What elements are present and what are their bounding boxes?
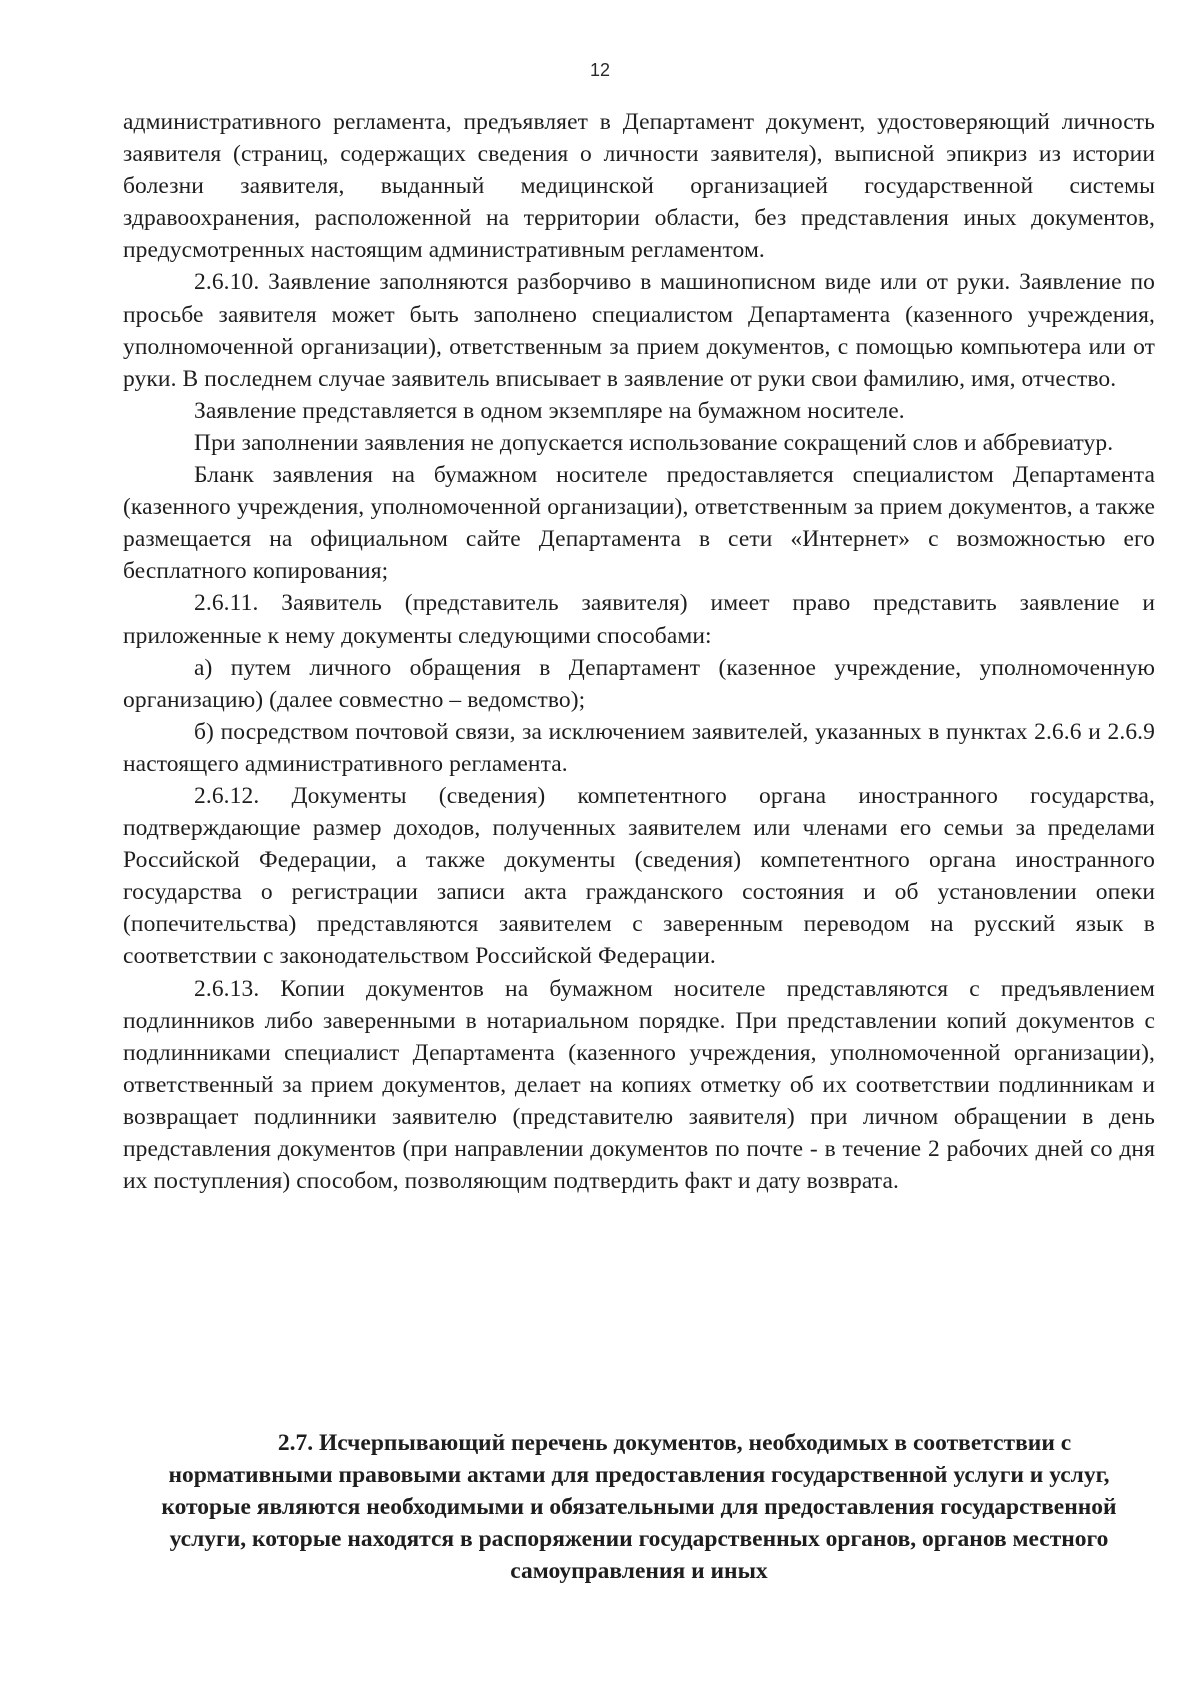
- paragraph-2-6-12: 2.6.12. Документы (сведения) компетентного органа иностранного государства, подтверждающие размер доходов, полученных заявителем или членами его семьи за пределами Российской Федерации, а также документы (сведения) компетентного органа иностранного государства о регистрации записи акта гражданского состояния и об установлении опеки (попечительства) представляются заявителем с заверенным переводом на русский язык в соответствии с законодательством Российской Федерации.: [123, 782, 1155, 970]
- paragraph-continuation: административного регламента, предъявляет в Департамент документ, удостоверяющий личность заявителя (страниц, содержащих сведения о личности заявителя), выписной эпикриз из истории болезни заявителя, выданный медицинской организацией государственной системы здравоохранения, расположенной на территории области, без представления иных документов, предусмотренных настоящим административным регламентом.: [123, 109, 1155, 264]
- paragraph-single-copy: Заявление представляется в одном экземпляре на бумажном носителе.: [194, 397, 905, 424]
- section-heading-2-7: [123, 1427, 1155, 1587]
- section-heading-text: 2.7. Исчерпывающий перечень документов, необходимых в соответствии с нормативными правовыми актами для предоставления государственной услуги и услуг, которые являются необходимыми и обязательными для предоставления государственной услуги, которые находятся в распоряжении государственных органов, органов местного самоуправления и иных: [161, 1430, 1117, 1585]
- page-number: 12: [589, 60, 611, 80]
- paragraph-2-6-10: 2.6.10. Заявление заполняются разборчиво в машинописном виде или от руки. Заявление по просьбе заявителя может быть заполнено специалистом Департамента (казенного учреждения, уполномоченной организации), ответственным за прием документов, с помощью компьютера или от руки. В последнем случае заявитель вписывает в заявление от руки свои фамилию, имя, отчество.: [123, 269, 1155, 392]
- paragraph-blank-form: Бланк заявления на бумажном носителе предоставляется специалистом Департамента (казенного учреждения, уполномоченной организации), ответственным за прием документов, а также размещается на официальном сайте Департамента в сети «Интернет» с возможностью его бесплатного копирования;: [123, 462, 1155, 585]
- paragraph-no-abbreviations: При заполнении заявления не допускается использование сокращений слов и аббревиатур.: [194, 429, 1114, 456]
- document-body: [123, 106, 1155, 1197]
- list-item-b: б) посредством почтовой связи, за исключением заявителей, указанных в пунктах 2.6.6 и 2.6.9 настоящего административного регламента.: [123, 718, 1155, 777]
- list-item-a: а) путем личного обращения в Департамент (казенное учреждение, уполномоченную организацию) (далее совместно – ведомство);: [123, 654, 1155, 713]
- paragraph-2-6-11: 2.6.11. Заявитель (представитель заявителя) имеет право представить заявление и приложенные к нему документы следующими способами:: [123, 590, 1155, 649]
- paragraph-2-6-13: 2.6.13. Копии документов на бумажном носителе представляются с предъявлением подлинников либо заверенными в нотариальном порядке. При представлении копий документов с подлинниками специалист Департамента (казенного учреждения, уполномоченной организации), ответственный за прием документов, делает на копиях отметку об их соответствии подлинникам и возвращает подлинники заявителю (представителю заявителя) при личном обращении в день представления документов (при направлении документов по почте - в течение 2 рабочих дней со дня их поступления) способом, позволяющим подтвердить факт и дату возврата.: [123, 975, 1155, 1195]
